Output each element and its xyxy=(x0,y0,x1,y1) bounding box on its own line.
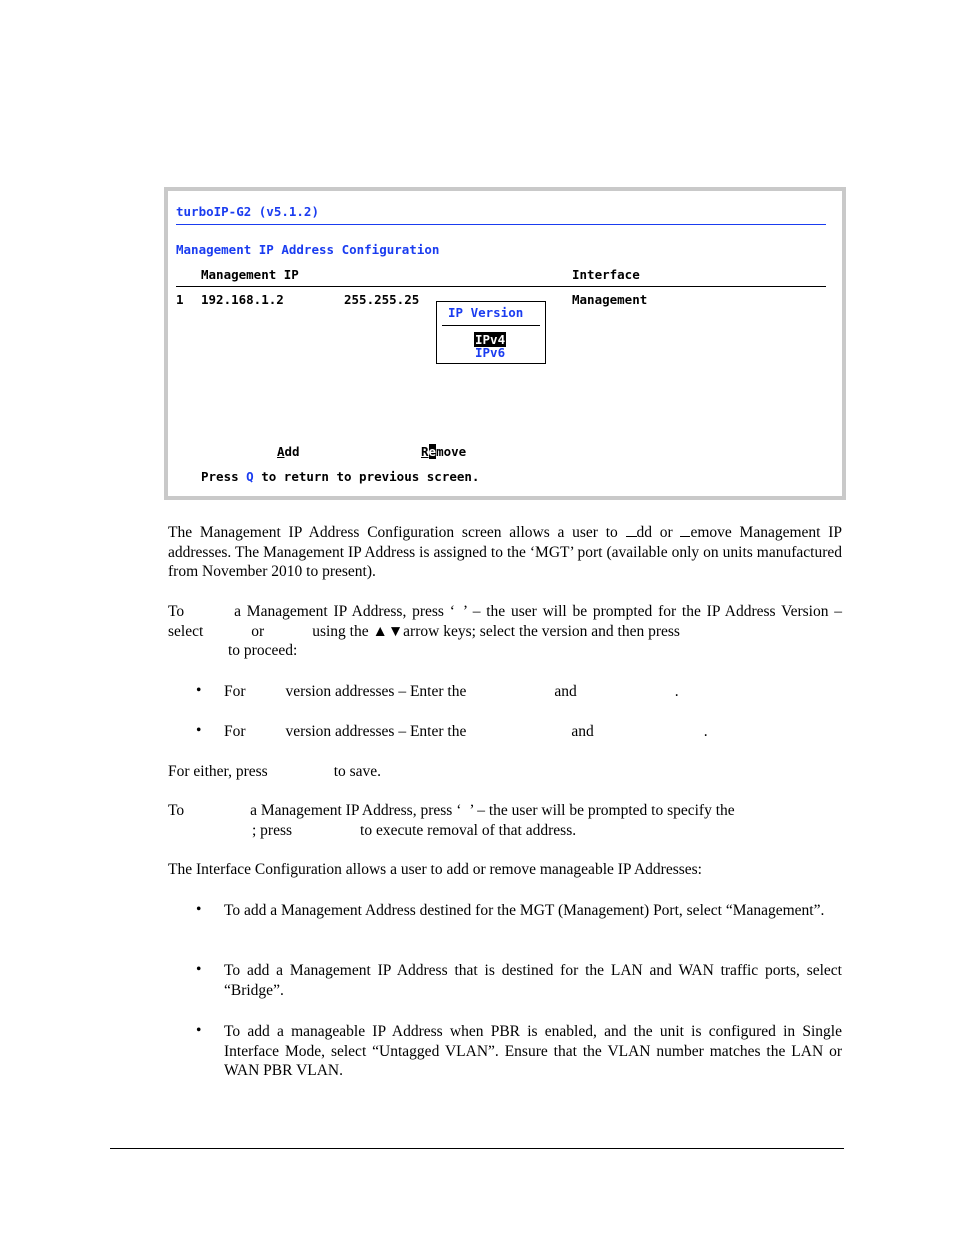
ip-version-popup xyxy=(436,301,546,364)
header-divider xyxy=(176,286,826,287)
quit-hotkey[interactable]: Q xyxy=(246,469,254,484)
screen-heading: Management IP Address Configuration xyxy=(176,242,440,257)
paragraph-intro: The Management IP Address Configuration screen allows a user to dd or emove Management IP addresses. The Management IP Address is assigned to the ‘MGT’ port (available only on units manufactured from November 2010 to present). xyxy=(168,524,842,580)
footer-divider xyxy=(110,1148,844,1149)
bullet-management-port: To add a Management Address destined for the MGT (Management) Port, select “Management”. xyxy=(224,902,825,919)
ip-version-popup-title: IP Version xyxy=(448,305,524,320)
return-instruction: Press Q to return to previous screen. xyxy=(201,469,480,484)
terminal-title: turboIP-G2 (v5.1.2) xyxy=(176,204,319,219)
bullet: • xyxy=(196,682,202,699)
bullet: • xyxy=(196,961,202,978)
add-button[interactable]: Add xyxy=(277,444,300,459)
paragraph-save: For either, press to save. xyxy=(168,763,382,780)
bullet: • xyxy=(196,1022,202,1039)
ip-version-option-ipv6[interactable]: IPv6 xyxy=(475,345,506,360)
column-header-management-ip: Management IP xyxy=(201,267,299,282)
bullet: • xyxy=(196,722,202,739)
bullet-ipv4: For version addresses – Enter the and . xyxy=(224,683,679,700)
terminal-screenshot xyxy=(164,187,846,500)
popup-divider xyxy=(442,325,540,326)
remove-button[interactable]: Remove xyxy=(421,444,467,459)
row-mask: 255.255.25 xyxy=(344,292,420,307)
add-hotkey: A xyxy=(277,444,285,459)
paragraph-interface-config: The Interface Configuration allows a user to add or remove manageable IP Addresses: xyxy=(168,861,702,878)
column-header-interface: Interface xyxy=(572,267,640,282)
bullet-ipv6: For version addresses – Enter the and . xyxy=(224,723,708,740)
bullet-bridge: To add a Management IP Address that is destined for the LAN and WAN traffic ports, select “Bridge”. xyxy=(224,962,842,999)
row-index: 1 xyxy=(176,292,184,307)
remove-hotkey: e xyxy=(428,444,437,459)
bullet: • xyxy=(196,901,202,918)
terminal-screen xyxy=(168,191,842,496)
bullet-untagged-vlan: To add a manageable IP Address when PBR is enabled, and the unit is configured in Single Interface Mode, select “Untagged VLAN”. Ensure that the VLAN number matches the LAN or WAN PBR VLAN. xyxy=(224,1023,842,1079)
row-ip[interactable]: 192.168.1.2 xyxy=(201,292,284,307)
paragraph-add-instructions: To a Management IP Address, press ‘ ’ – the user will be prompted for the IP Address Version – select or using the ▲▼arrow keys; select the version and then press to proceed: xyxy=(168,603,842,659)
ip-version-option-ipv4[interactable]: IPv4 xyxy=(475,332,506,347)
title-divider xyxy=(176,224,826,225)
row-interface: Management xyxy=(572,292,648,307)
paragraph-remove-instructions: To a Management IP Address, press ‘ ’ – the user will be prompted to specify the ; press to execute removal of that address. xyxy=(168,802,735,839)
